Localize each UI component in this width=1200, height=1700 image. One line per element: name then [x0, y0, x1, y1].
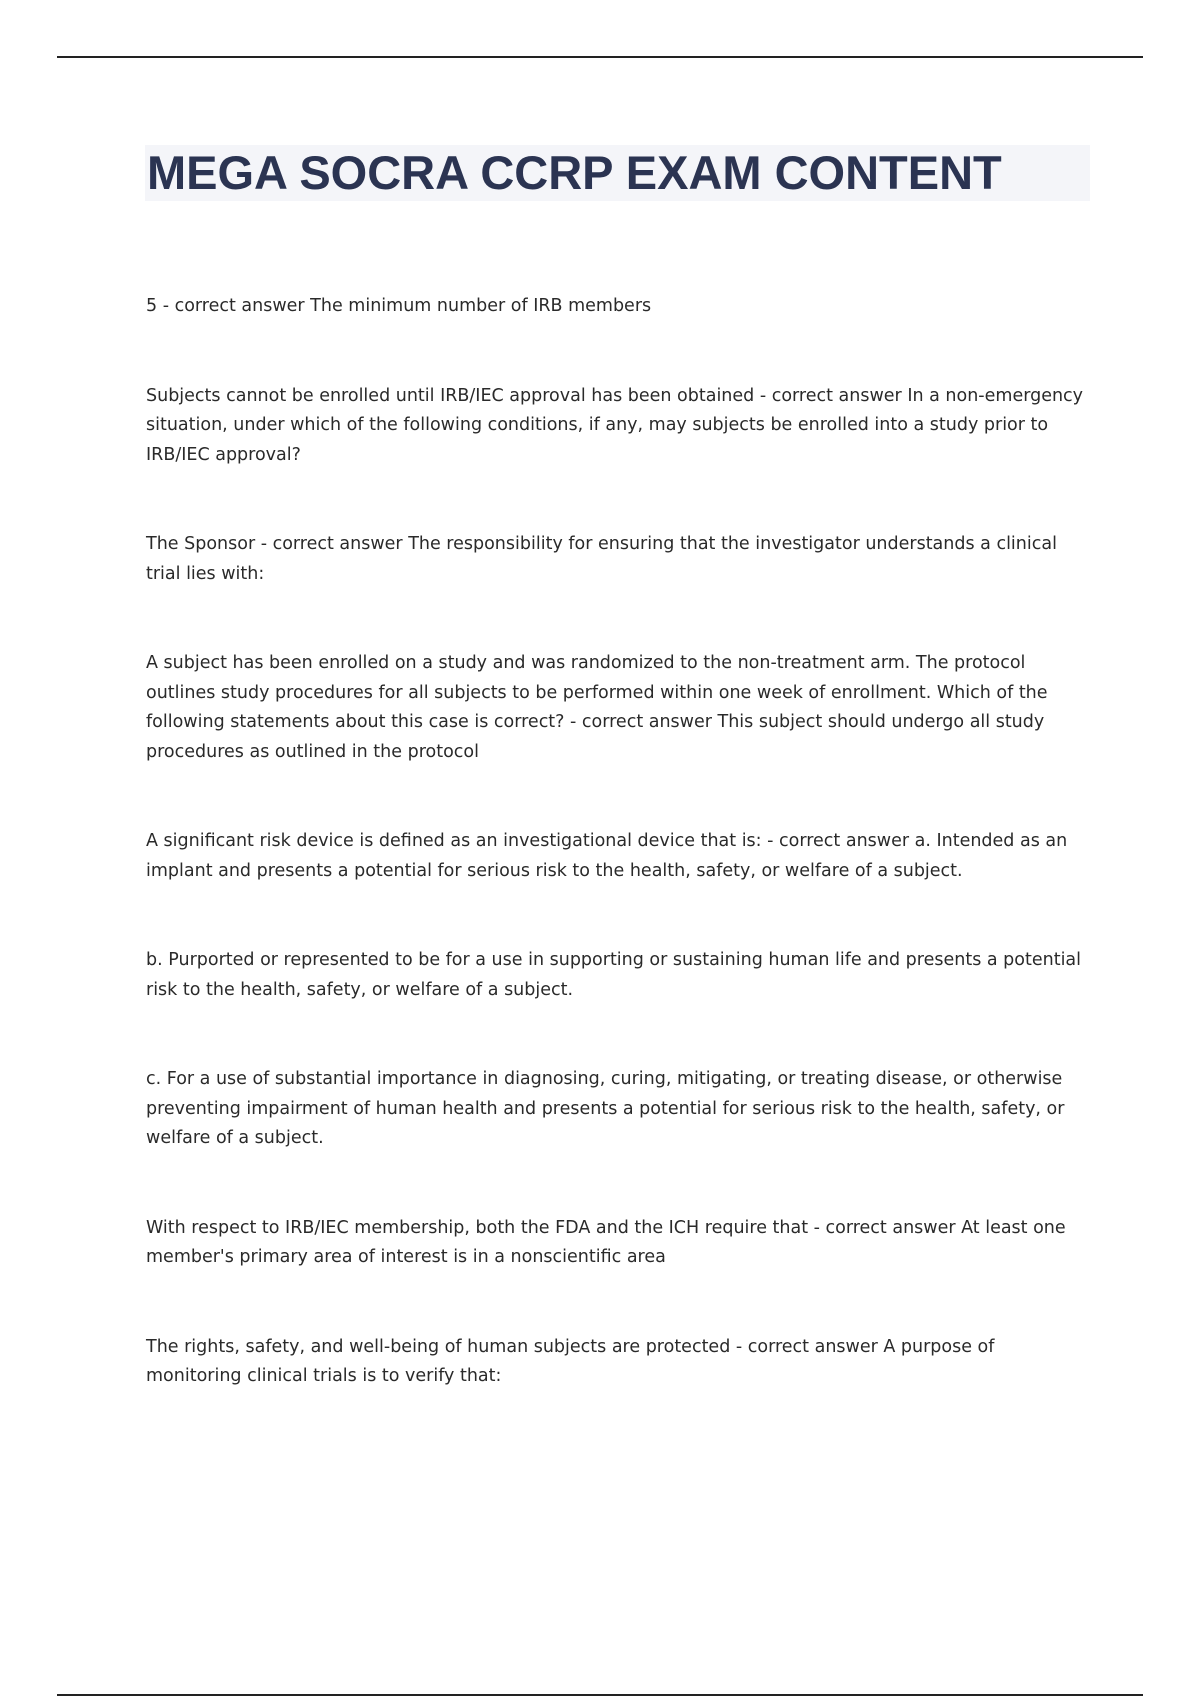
top-divider: [57, 56, 1143, 58]
page-title: MEGA SOCRA CCRP EXAM CONTENT: [147, 146, 1002, 199]
question-entry: With respect to IRB/IEC membership, both the FDA and the ICH require that - correct answer At least one member's primary area of interest is in a nonscientific area: [146, 1217, 1066, 1267]
question-entry: Subjects cannot be enrolled until IRB/IEC approval has been obtained - correct answer In a non-emergency situation, under which of the following conditions, if any, may subjects be enrolled into a study prior to IRB/IEC approval?: [146, 385, 1084, 465]
question-entry: 5 - correct answer The minimum number of IRB members: [146, 296, 652, 316]
bottom-divider: [57, 1694, 1143, 1696]
question-entry: The Sponsor - correct answer The responsibility for ensuring that the investigator understands a clinical trial lies with:: [146, 534, 1057, 584]
question-entry: b. Purported or represented to be for a use in supporting or sustaining human life and presents a potential risk to the health, safety, or welfare of a subject.: [146, 950, 1082, 1000]
question-entry: The rights, safety, and well-being of human subjects are protected - correct answer A purpose of monitoring clinical trials is to verify that:: [146, 1336, 995, 1386]
question-list: [146, 292, 1091, 1392]
question-entry: A subject has been enrolled on a study and was randomized to the non-treatment arm. The protocol outlines study procedures for all subjects to be performed within one week of enrollment. Which of the following statements about this case is correct? - correct answer This subject should undergo all study procedures as outlined in the protocol: [146, 653, 1048, 762]
question-entry: c. For a use of substantial importance in diagnosing, curing, mitigating, or treating disease, or otherwise preventing impairment of human health and presents a potential for serious risk to the health, safety, or welfare of a subject.: [146, 1069, 1065, 1148]
question-entry: A significant risk device is defined as an investigational device that is: - correct answer a. Intended as an implant and presents a potential for serious risk to the health, safety, or welfare of a subject.: [146, 831, 1068, 881]
